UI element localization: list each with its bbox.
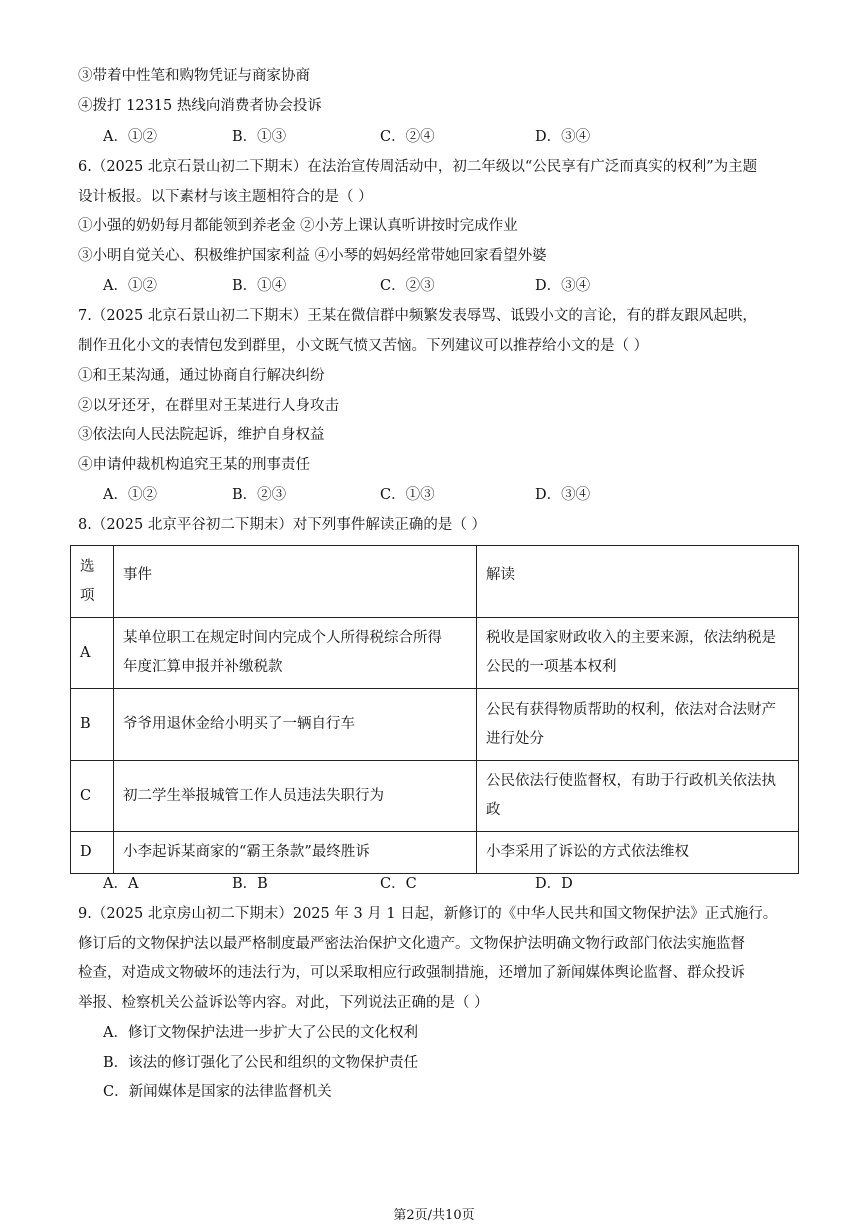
table-row xyxy=(71,618,799,689)
row-reading xyxy=(477,761,799,832)
q7-item-3: ③依法向人民法院起诉，维护自身权益 xyxy=(78,427,325,443)
row-event-line-2: 年度汇算申报并补缴税款 xyxy=(123,659,283,675)
row-reading-line-2: 政 xyxy=(486,802,501,818)
q9-stem-line-3: 检查，对造成文物破坏的违法行为，可以采取相应行政强制措施，还增加了新闻媒体舆论监督、群众投诉 xyxy=(78,965,745,981)
page-number: 第2页/共10页 xyxy=(393,1208,475,1223)
q7-option-d[interactable]: D．③④ xyxy=(535,487,591,503)
q5-item-3: ③带着中性笔和购物凭证与商家协商 xyxy=(78,68,310,84)
q5-option-a[interactable]: A．①② xyxy=(103,129,157,145)
q6-option-b[interactable]: B．①④ xyxy=(232,278,287,294)
row-event: 初二学生举报城管工作人员违法失职行为 xyxy=(114,761,477,832)
q8-option-b[interactable]: B．B xyxy=(232,876,268,892)
q6-items-line-1: ①小强的奶奶每月都能领到养老金 ②小芳上课认真听讲按时完成作业 xyxy=(78,218,518,234)
q7-option-b[interactable]: B．②③ xyxy=(232,487,287,503)
row-reading: 小李采用了诉讼的方式依法维权 xyxy=(477,832,799,874)
q6-items-line-2: ③小明自觉关心、积极维护国家利益 ④小琴的妈妈经常带她回家看望外婆 xyxy=(78,248,547,264)
q8-option-c[interactable]: C．C xyxy=(380,876,417,892)
row-reading-line-2: 进行处分 xyxy=(486,730,544,747)
row-reading xyxy=(477,618,799,689)
q9-option-b[interactable]: B．该法的修订强化了公民和组织的文物保护责任 xyxy=(103,1055,419,1071)
row-reading xyxy=(477,689,799,761)
table-row xyxy=(71,761,799,832)
q6-option-a[interactable]: A．①② xyxy=(103,278,157,294)
row-option: C xyxy=(71,761,114,832)
row-option: B xyxy=(71,689,114,761)
row-event: 爷爷用退休金给小明买了一辆自行车 xyxy=(114,689,477,761)
row-reading-line-1: 公民依法行使监督权，有助于行政机关依法执 xyxy=(486,773,776,789)
header-option-label-1: 选 xyxy=(80,558,95,575)
row-option: D xyxy=(71,832,114,874)
q7-item-2: ②以牙还牙，在群里对王某进行人身攻击 xyxy=(78,398,339,414)
q6-option-d[interactable]: D．③④ xyxy=(535,278,591,294)
q7-option-a[interactable]: A．①② xyxy=(103,487,157,503)
q9-stem-line-2: 修订后的文物保护法以最严格制度最严密法治保护文化遗产。文物保护法明确文物行政部门依法实施监督 xyxy=(78,936,745,952)
table-row xyxy=(71,689,799,761)
row-event: 小李起诉某商家的“霸王条款”最终胜诉 xyxy=(114,832,477,874)
q7-stem-line-2: 制作丑化小文的表情包发到群里，小文既气愤又苦恼。下列建议可以推荐给小文的是（ ） xyxy=(78,338,649,354)
header-option-label-2: 项 xyxy=(80,587,95,604)
q7-item-4: ④申请仲裁机构追究王某的刑事责任 xyxy=(78,457,310,473)
row-event xyxy=(114,618,477,689)
row-reading-line-1: 税收是国家财政收入的主要来源，依法纳税是 xyxy=(486,630,776,646)
q8-option-a[interactable]: A．A xyxy=(103,876,139,892)
row-event-line-1: 某单位职工在规定时间内完成个人所得税综合所得 xyxy=(123,630,442,646)
q8-option-d[interactable]: D．D xyxy=(535,876,573,892)
q5-item-4: ④拨打 12315 热线向消费者协会投诉 xyxy=(78,98,322,114)
header-option-cell xyxy=(71,546,114,618)
table-header-row xyxy=(71,546,799,618)
q6-option-c[interactable]: C．②③ xyxy=(380,278,435,294)
q9-stem-line-1: 9.（2025 北京房山初二下期末）2025 年 3 月 1 日起，新修订的《中华人民共和国文物保护法》正式施行。 xyxy=(78,906,778,922)
q7-item-1: ①和王某沟通，通过协商自行解决纠纷 xyxy=(78,368,325,384)
row-reading-line-1: 公民有获得物质帮助的权利，依法对合法财产 xyxy=(486,701,776,718)
q7-stem-line-1: 7.（2025 北京石景山初二下期末）王某在微信群中频繁发表辱骂、诋毁小文的言论，有的群友跟风起哄， xyxy=(78,308,757,324)
q8-table xyxy=(70,545,799,874)
q8-stem: 8.（2025 北京平谷初二下期末）对下列事件解读正确的是（ ） xyxy=(78,517,486,533)
q6-stem-line-2: 设计板报。以下素材与该主题相符合的是（ ） xyxy=(78,189,373,205)
q7-option-c[interactable]: C．①③ xyxy=(380,487,435,503)
header-event-cell: 事件 xyxy=(114,546,477,618)
q5-option-c[interactable]: C．②④ xyxy=(380,129,435,145)
header-reading-cell: 解读 xyxy=(477,546,799,618)
q9-option-a[interactable]: A．修订文物保护法进一步扩大了公民的文化权利 xyxy=(103,1025,418,1041)
q9-option-c[interactable]: C．新闻媒体是国家的法律监督机关 xyxy=(103,1084,332,1100)
table-row xyxy=(71,832,799,874)
q9-stem-line-4: 举报、检察机关公益诉讼等内容。对此，下列说法正确的是（ ） xyxy=(78,995,489,1011)
row-reading-line-2: 公民的一项基本权利 xyxy=(486,659,617,675)
q5-option-d[interactable]: D．③④ xyxy=(535,129,591,145)
row-option: A xyxy=(71,618,114,689)
q5-option-b[interactable]: B．①③ xyxy=(232,129,287,145)
q6-stem-line-1: 6.（2025 北京石景山初二下期末）在法治宣传周活动中，初二年级以“公民享有广泛而真实的权利”为主题 xyxy=(78,159,758,175)
